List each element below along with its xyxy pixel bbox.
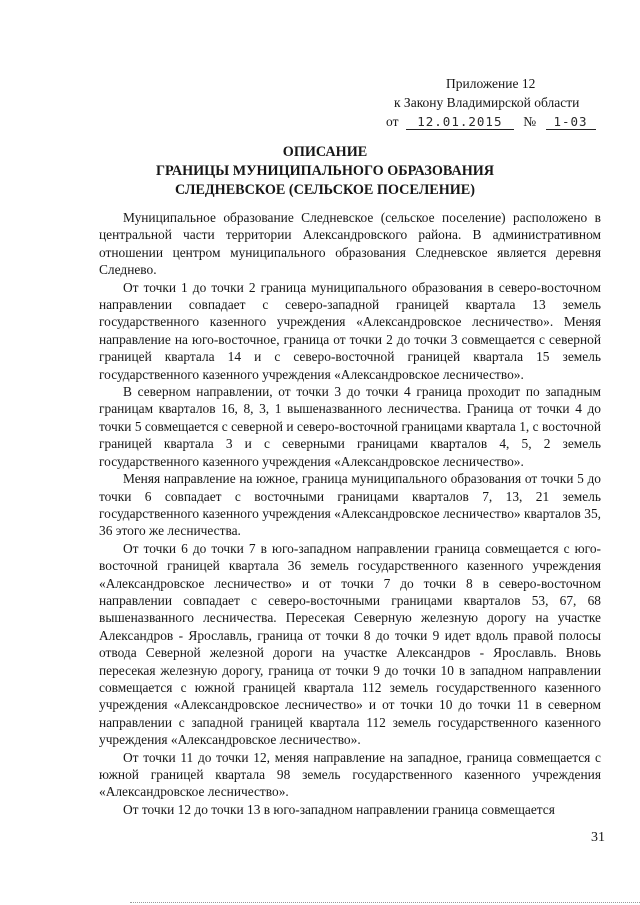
paragraph: Муниципальное образование Следневское (сельское поселение) расположено в центральной части территории Александровского района. В административном отношении центром муниципального образования Следневское является деревня Следнево. [99, 210, 601, 278]
appendix-label: Приложение 12 [446, 76, 536, 91]
paragraph: От точки 12 до точки 13 в юго-западном направлении граница совмещается [123, 801, 555, 817]
bottom-divider [130, 902, 640, 903]
paragraph: От точки 11 до точки 12, меняя направление на западное, граница совмещается с южной границей квартала 98 земель государственного казенного учреждения «Александровское лесничество». [99, 749, 601, 800]
appendix-header [380, 74, 620, 131]
number-prefix: № [523, 114, 537, 129]
document-title [90, 143, 560, 200]
appendix-law-reference: к Закону Владимирской области [394, 95, 580, 110]
paragraph: В северном направлении, от точки 3 до точки 4 граница проходит по западным границам кварталов 16, 8, 3, 1 вышеназванного лесничества. Граница от точки 4 до точки 5 совмещается с северной и северо-восточной границами квартала 1, с восточной границей квартала 3 и с северными границами кварталов 4, 5, 2 земель государственного казенного учреждения «Александровское лесничество». [99, 384, 601, 469]
paragraph: Меняя направление на южное, граница муниципального образования от точки 5 до точки 6 совпадает с восточными границами кварталов 7, 13, 21 земель государственного казенного учреждения «Александровское лесничество» кварталов 35, 36 этого же лесничества. [99, 471, 601, 539]
handwritten-number: 1-03 [546, 114, 596, 130]
date-prefix: от [386, 114, 399, 129]
title-line-3: СЛЕДНЕВСКОЕ (СЕЛЬСКОЕ ПОСЕЛЕНИЕ) [174, 182, 475, 198]
paragraph: От точки 6 до точки 7 в юго-западном направлении граница совмещается с юго-восточной границей квартала 36 земель государственного казенного учреждения «Александровское лесничество» и от точки 7 до точки 8 в северо-восточном направлении совпадает с северо-восточными границами кварталов 53, 67, 68 вышеназванного лесничества. Пересекая Северную железную дорогу на участке Александров - Ярославль, граница от точки 8 до точки 9 идет вдоль правой полосы отвода Северной железной дороги на участке Александров - Ярославль. Вновь пересекая железную дорогу, граница от точки 9 до точки 10 в западном направлении совмещается с южной границей квартала 112 земель государственного казенного учреждения «Александровское лесничество» и от точки 10 до точки 11 в северном направлении с западной границей квартала 112 земель государственного казенного учреждения «Александровское лесничество». [99, 540, 601, 748]
appendix-date-number [380, 112, 620, 131]
document-body [99, 209, 601, 818]
title-line-1: ОПИСАНИЕ [282, 144, 368, 160]
paragraph: От точки 1 до точки 2 граница муниципального образования в северо-восточном направлении совпадает с северо-западной границей квартала 13 земель государственного казенного учреждения «Александровское лесничество». Меняя направление на юго-восточное, граница от точки 2 до точки 3 совмещается с северной границей квартала 14 и с северо-восточной границей квартала 15 земель государственного казенного учреждения «Александровское лесничество». [99, 279, 601, 382]
page-number: 31 [591, 830, 605, 845]
title-line-2: ГРАНИЦЫ МУНИЦИПАЛЬНОГО ОБРАЗОВАНИЯ [155, 163, 495, 179]
handwritten-date: 12.01.2015 [406, 114, 514, 130]
